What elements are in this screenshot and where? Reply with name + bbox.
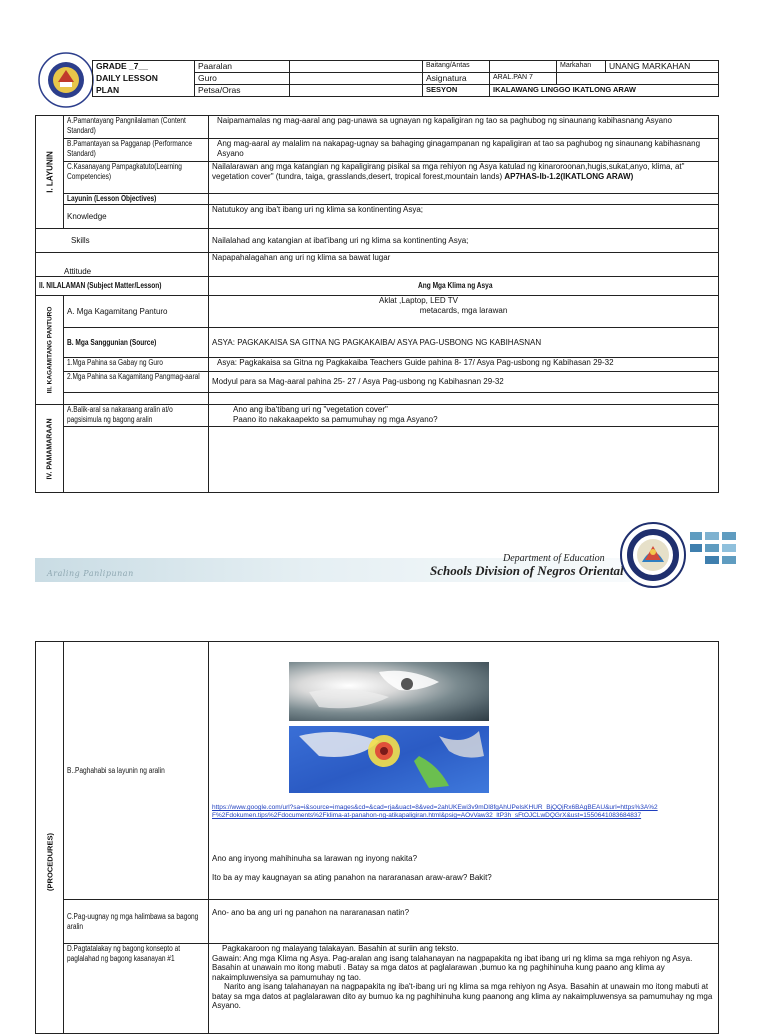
grade-cell [93, 61, 195, 73]
page2-d-value [209, 944, 719, 1034]
kagamitan-b-label [64, 328, 209, 358]
page2-d-p3: Narito ang isang talahanayan na nagpapakita ng iba't-ibang uri ng klima sa mga rehiyon ng Asya. Basahin at unawain mo itong mabuti at batay sa mga datos at paglalarawan dito ay bumuo ka ng paghihinuha kung paanong ang klima ay nakaimpluwensya sa pamumuhay ng mga Asyano. [212, 982, 713, 1010]
block-2 [705, 532, 719, 540]
objectives-label [64, 194, 209, 205]
asignatura-label: Asignatura [423, 73, 490, 85]
pamamaraan-blank-label [64, 427, 209, 493]
page2-d-p2: Gawain: Ang mga Klima ng Asya. Pag-aralan ang isang talahanayan na nagpapakita ng ibat ibang uri ng klima sa mga rehiyon ng Asya. Basahin at unawain mo itong mabuti . Batay sa mga datos at paglalarawan ,bumuo ka ng paghihinuha kung paano ang klima ay nakaimpluwensiya sa pamumuhay ng tao. [212, 953, 693, 982]
banner-left-text: Araling Panlipunan [47, 569, 134, 578]
asignatura-value: ARAL.PAN 7 [490, 73, 557, 85]
pamamaraan-a-line1: Ano ang iba'tibang uri ng "vegetation cover" [233, 405, 388, 414]
page2-d-label-text: D.Pagtatalakay ng bagong konsepto at paglalahad ng bagong kasanayan #1 [67, 944, 181, 963]
comp-label-text: C.Kasanayang Pampagkatuto(Learning Competencies) [67, 162, 182, 181]
markahan-label: Markahan [557, 61, 606, 73]
objectives-value [209, 194, 719, 205]
comp-code: AP7HAS-Ib-1.2(IKATLONG ARAW) [504, 171, 634, 181]
procedures-label: (PROCEDURES) [44, 833, 54, 891]
grade-label: GRADE _7__ [96, 61, 148, 71]
asignatura-spacer [557, 73, 719, 85]
sesyon-label: SESYON [423, 85, 490, 97]
perf-std-label-text: B.Pamantayan sa Pagganap (Performance Standard) [67, 139, 193, 158]
kagamitan-a-line1: Aklat ,Laptop, LED TV [378, 296, 458, 305]
weather-radar-image [289, 726, 489, 793]
block-7 [705, 556, 719, 564]
content-std-label-text: A.Pamantayang Pangnilalaman (Content Standard) [67, 116, 186, 135]
kagamitan-c-value: Asya: Pagkakaisa sa Gitna ng Pagkakaiba Teachers Guide pahina 8- 17/ Asya Pag-usbong ng Kabihasan 29-32 [209, 358, 719, 372]
kagamitan-e-value [209, 393, 719, 405]
pamamaraan-a-label [64, 405, 209, 427]
guro-value[interactable] [290, 73, 423, 85]
page2-c-label-text: C.Pag-uugnay ng mga halimbawa sa bagong aralin [67, 912, 199, 931]
deped-seal [38, 52, 94, 108]
page2-b-label [64, 642, 209, 900]
dll-label: DAILY LESSON [96, 72, 158, 83]
banner-division: Schools Division of Negros Oriental [430, 563, 624, 578]
page2-question-1: Ano ang inyong mahihinuha sa larawan ng inyong nakita? [212, 854, 418, 863]
page2-b-label-text: B..Paghahabi sa layunin ng aralin [67, 765, 165, 775]
baitang-value[interactable] [490, 61, 557, 73]
pamamaraan-a-line2: Paano ito nakakaapekto sa pamumuhay ng mga Asyano? [233, 414, 438, 424]
procedures-table [35, 641, 719, 1034]
comp-label [64, 162, 209, 194]
objectives-label-text: Layunin (Lesson Objectives) [67, 194, 157, 203]
guro-label: Guro [195, 73, 290, 85]
page2-d-label [64, 944, 209, 1034]
layunin-section [36, 116, 64, 229]
page2-b-value [209, 642, 719, 900]
header-table [92, 60, 719, 97]
paaralan-value[interactable] [290, 61, 423, 73]
markahan-value: UNANG MARKAHAN [606, 61, 719, 73]
pamamaraan-blank-value [209, 427, 719, 493]
comp-value [209, 162, 719, 194]
baitang-label: Baitang/Antas [423, 61, 490, 73]
plan-label: PLAN [96, 84, 120, 95]
kagamitan-d-label [64, 372, 209, 393]
banner-blocks [690, 532, 736, 582]
block-5 [705, 544, 719, 552]
kagamitan-section-label: III. KAGAMITANG PANTURO [45, 306, 53, 394]
nilalaman-label-text: II. NILALAMAN (Subject Matter/Lesson) [39, 281, 162, 291]
page2-question-2: Ito ba ay may kaugnayan sa ating panahon na nararanasan araw-araw? Bakit? [212, 873, 492, 882]
page2-d-p1: Pagkakaroon ng malayang talakayan. Basahin at suriin ang teksto. [222, 944, 459, 953]
content-std-label [64, 116, 209, 139]
block-1 [690, 532, 702, 540]
kagamitan-d-label-text: 2.Mga Pahina sa Kagamitang Pangmag-aaral [67, 372, 200, 381]
kagamitan-c-label [64, 358, 209, 372]
skills-value: Nailalahad ang katangian at ibat'ibang uri ng klima sa kontinenting Asya; [209, 229, 719, 253]
plan-cell [93, 85, 195, 97]
nilalaman-value [209, 277, 719, 296]
kagamitan-b-value: ASYA: PAGKAKAISA SA GITNA NG PAGKAKAIBA/ ASYA PAG-USBONG NG KABIHASNAN [209, 328, 719, 358]
block-4 [690, 544, 702, 552]
banner-dept: Department of Education [503, 553, 605, 564]
dll-cell [93, 73, 195, 85]
attitude-value: Napapahalagahan ang uri ng klima sa bawat lugar [209, 253, 719, 277]
content-std-value: Naipamamalas ng mag-aaral ang pag-unawa sa ugnayan ng kapaligiran ng tao sa paghubog ng sinaunang kabihasnang Asyano [209, 116, 719, 139]
block-8 [722, 556, 736, 564]
image-source-link[interactable]: https://www.google.com/url?sa=i&source=images&cd=&cad=rja&uact=8&ved=2ahUKEwi3v9mDl8fgAhUPelsKHUR_BjQQjRx6BAgBEAU&url=https%3A%2F%2Fdokumen.tips%2Fdocuments%2Fklima-at-panahon-ng-atikapaligiran.html&psig=AOvVaw32_ltP3h_sFtOJCLwDQGrX&ust=1550641083684837 [212, 804, 658, 819]
pamamaraan-a-label-text: A.Balik-aral sa nakaraang aralin at/o pagsisimula ng bagong aralin [67, 405, 173, 424]
kagamitan-b-label-text: B. Mga Sanggunian (Source) [67, 337, 157, 347]
kagamitan-a-line2: metacards, mga larawan [419, 305, 508, 315]
petsa-label: Petsa/Oras [195, 85, 290, 97]
pamamaraan-section-label: IV. PAMAMARAAN [45, 417, 53, 480]
pamamaraan-section [36, 405, 64, 493]
knowledge-label: Knowledge [64, 205, 209, 229]
page2-c-value: Ano- ano ba ang uri ng panahon na nararanasan natin? [209, 900, 719, 944]
attitude-label: Attitude [36, 253, 209, 277]
skills-label: Skills [36, 229, 209, 253]
kagamitan-section [36, 296, 64, 405]
kagamitan-a-label: A. Mga Kagamitang Panturo [64, 296, 209, 328]
nilalaman-value-text: Ang Mga Klima ng Asya [418, 281, 493, 291]
lesson-plan-table [35, 115, 719, 493]
procedures-section [36, 642, 64, 1034]
kagamitan-a-value [209, 296, 719, 328]
block-3 [722, 532, 736, 540]
kagamitan-d-value: Modyul para sa Mag-aaral pahina 25- 27 / Asya Pag-usbong ng Kabihasnan 29-32 [209, 372, 719, 393]
knowledge-value: Natutukoy ang iba't ibang uri ng klima sa kontinenting Asya; [209, 205, 719, 229]
perf-std-label [64, 139, 209, 162]
pamamaraan-a-value [209, 405, 719, 427]
petsa-value[interactable] [290, 85, 423, 97]
layunin-section-label: I. LAYUNIN [44, 151, 54, 193]
weather-satellite-image [289, 662, 489, 721]
kagamitan-c-label-text: 1.Mga Pahina sa Gabay ng Guro [67, 358, 163, 367]
paaralan-label: Paaralan [195, 61, 290, 73]
perf-std-value: Ang mag-aaral ay malalim na nakapag-ugnay sa bahaging ginagampanan ng kapaligiran at tao sa paghubog ng sinaunang kabihasnang Asyano [209, 139, 719, 162]
deped-seal-footer [620, 522, 686, 588]
block-6 [722, 544, 736, 552]
sesyon-value [490, 85, 719, 97]
kagamitan-e-label [64, 393, 209, 405]
page2-c-label [64, 900, 209, 944]
nilalaman-label [36, 277, 209, 296]
comp-text: Nailalarawan ang mga katangian ng kapaligirang pisikal sa mga rehiyon ng Asya katulad ng kinaroroonan,hugis,sukat,anyo, klima, at" vegetation cover" (tundra, taiga, grasslands,desert, tropical forest,mountain lands) [212, 162, 685, 181]
sesyon-text: IKALAWANG LINGGO IKATLONG ARAW [493, 85, 636, 94]
